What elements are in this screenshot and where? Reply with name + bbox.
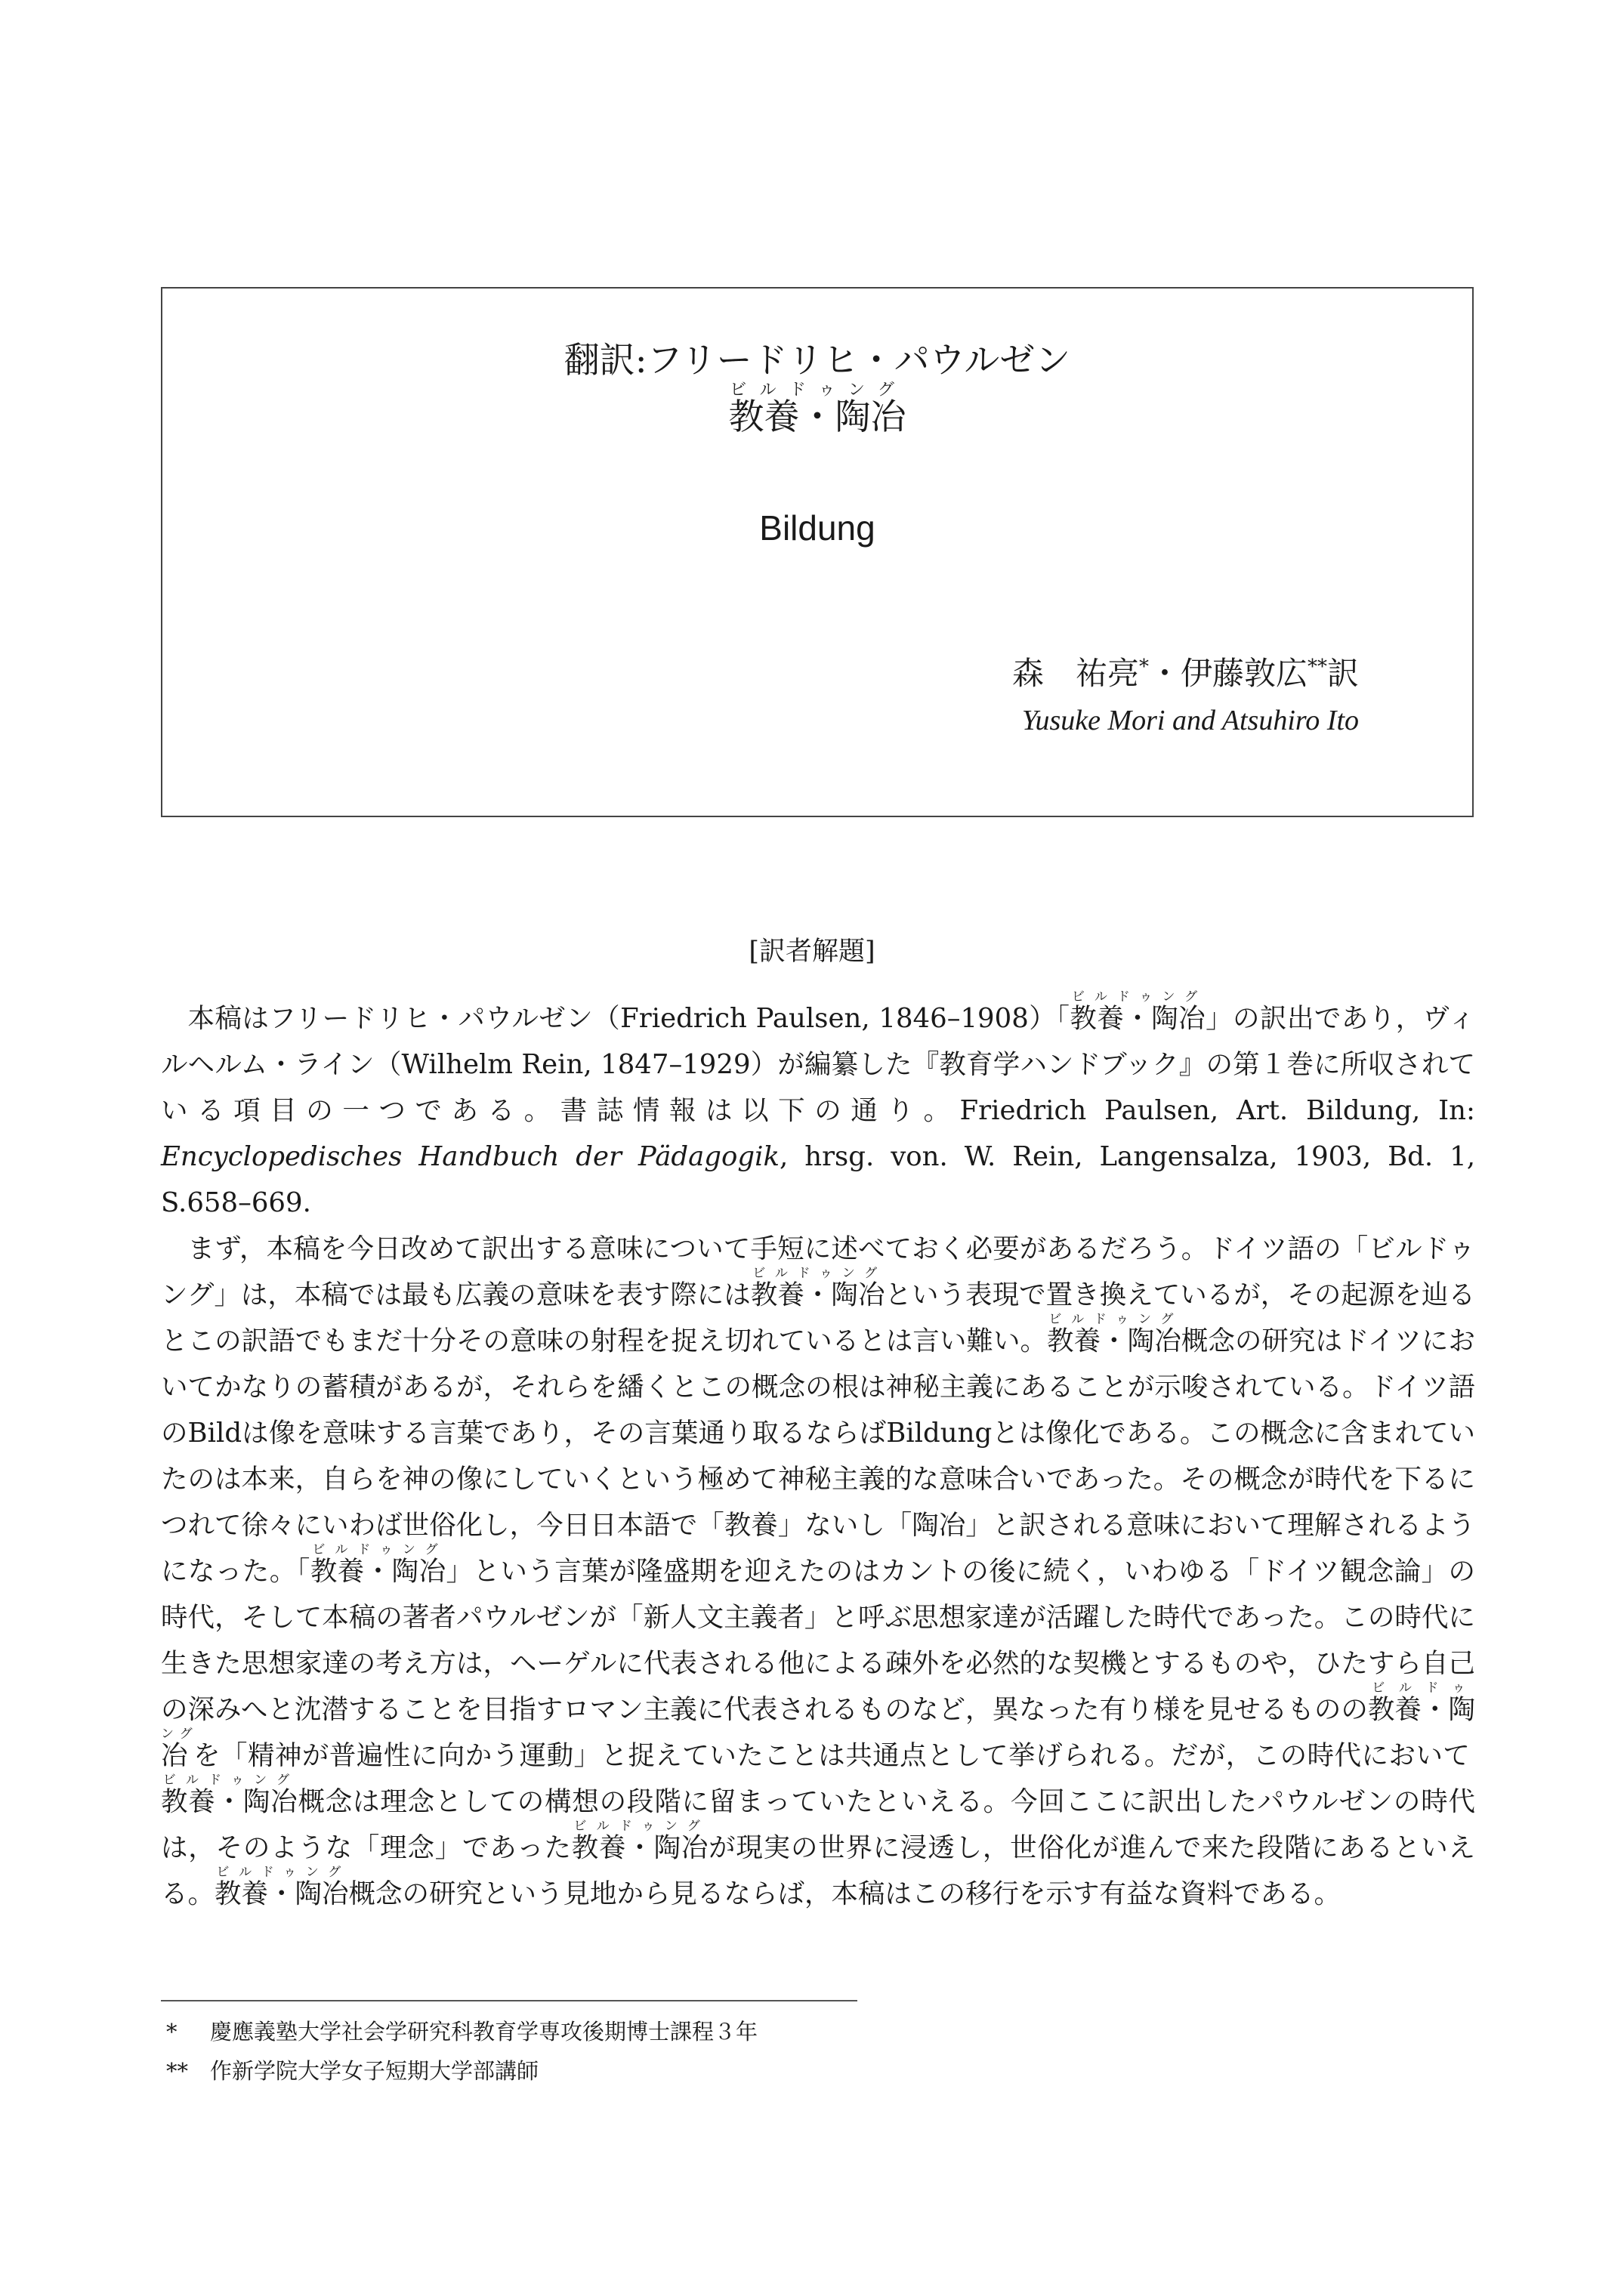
paragraph-1: 本稿はフリードリヒ・パウルゼン（Friedrich Paulsen, 1846–1908）「教養・陶冶ビルドゥング」の訳出であり，ヴィルヘルム・ライン（Wilhelm Rein, 1847–1929）が編纂した『教育学ハンドブック』の第１巻に所収されている項目の一つである。書誌情報は以下の通り。Friedrich Paulsen, Art. Bildung, In: Encyclopedisches Handbuch der Pädagogik, hrsg. von. W. Rein, Langensalza, 1903, Bd. 1, S.658–669. [161,989,1475,1218]
footnote-1: * 慶應義塾大学社会学研究科教育学専攻後期博士課程３年 [166,2019,758,2045]
footnote-mark-2: ** [1307,656,1327,678]
footnote-divider [161,2000,857,2001]
book-title: Encyclopedisches Handbuch der Pädagogik [161,1141,780,1172]
section-heading: [訳者解題] [749,937,875,967]
article-subtitle: Bildung [759,508,875,548]
article-title-ruby: 教養・陶冶ビルドゥング [728,381,906,438]
article-title: 翻訳:フリードリヒ・パウルゼン [563,340,1071,381]
footnote-2: ** 作新学院大学女子短期大学部講師 [166,2058,539,2084]
translators-japanese: 森 祐亮*・伊藤敦広**訳 [1011,655,1359,692]
body-text [161,989,1475,1917]
paragraph-2: まず，本稿を今日改めて訳出する意味について手短に述べておく必要があるだろう。ドイツ語の「ビルドゥング」は，本稿では最も広義の意味を表す際には教養・陶冶ビルドゥングという表現で置き換えているが，その起源を辿るとこの訳語でもまだ十分その意味の射程を捉え切れているとは言い難い。教養・陶冶ビルドゥング概念の研究はドイツにおいてかなりの蓄積があるが，それらを繙くとこの概念の根は神秘主義にあることが示唆されている。ドイツ語のBildは像を意味する言葉であり，その言葉通り取るならばBildungとは像化である。この概念に含まれていたのは本来，自らを神の像にしていくという極めて神秘主義的な意味合いであった。その概念が時代を下るにつれて徐々にいわば世俗化し，今日日本語で「教養」ないし「陶冶」と訳される意味において理解されるようになった。「教養・陶冶ビルドゥング」という言葉が隆盛期を迎えたのはカントの後に続く，いわゆる「ドイツ観念論」の時代，そして本稿の著者パウルゼンが「新人文主義者」と呼ぶ思想家達が活躍した時代であった。この時代に生きた思想家達の考え方は，ヘーゲルに代表される他による疎外を必然的な契機とするものや，ひたすら自己の深みへと沈潜することを目指すロマン主義に代表されるものなど，異なった有り様を見せるものの教養・陶冶ビルドゥングを「精神が普遍性に向かう運動」と捉えていたことは共通点として挙げられる。だが，この時代において教養・陶冶ビルドゥング概念は理念としての構想の段階に留まっていたといえる。今回ここに訳出したパウルゼンの時代は，そのような「理念」であった教養・陶冶ビルドゥングが現実の世界に浸透し，世俗化が進んで来た段階にあるといえる。教養・陶冶ビルドゥング概念の研究という見地から見るならば，本稿はこの移行を示す有益な資料である。 [161,1233,1475,1909]
translators-roman: Yusuke Mori and Atsuhiro Ito [1021,705,1359,736]
ruby-reading: ビルドゥング [728,381,906,400]
footnote-mark-1: * [1138,656,1149,678]
title-box [161,287,1474,817]
